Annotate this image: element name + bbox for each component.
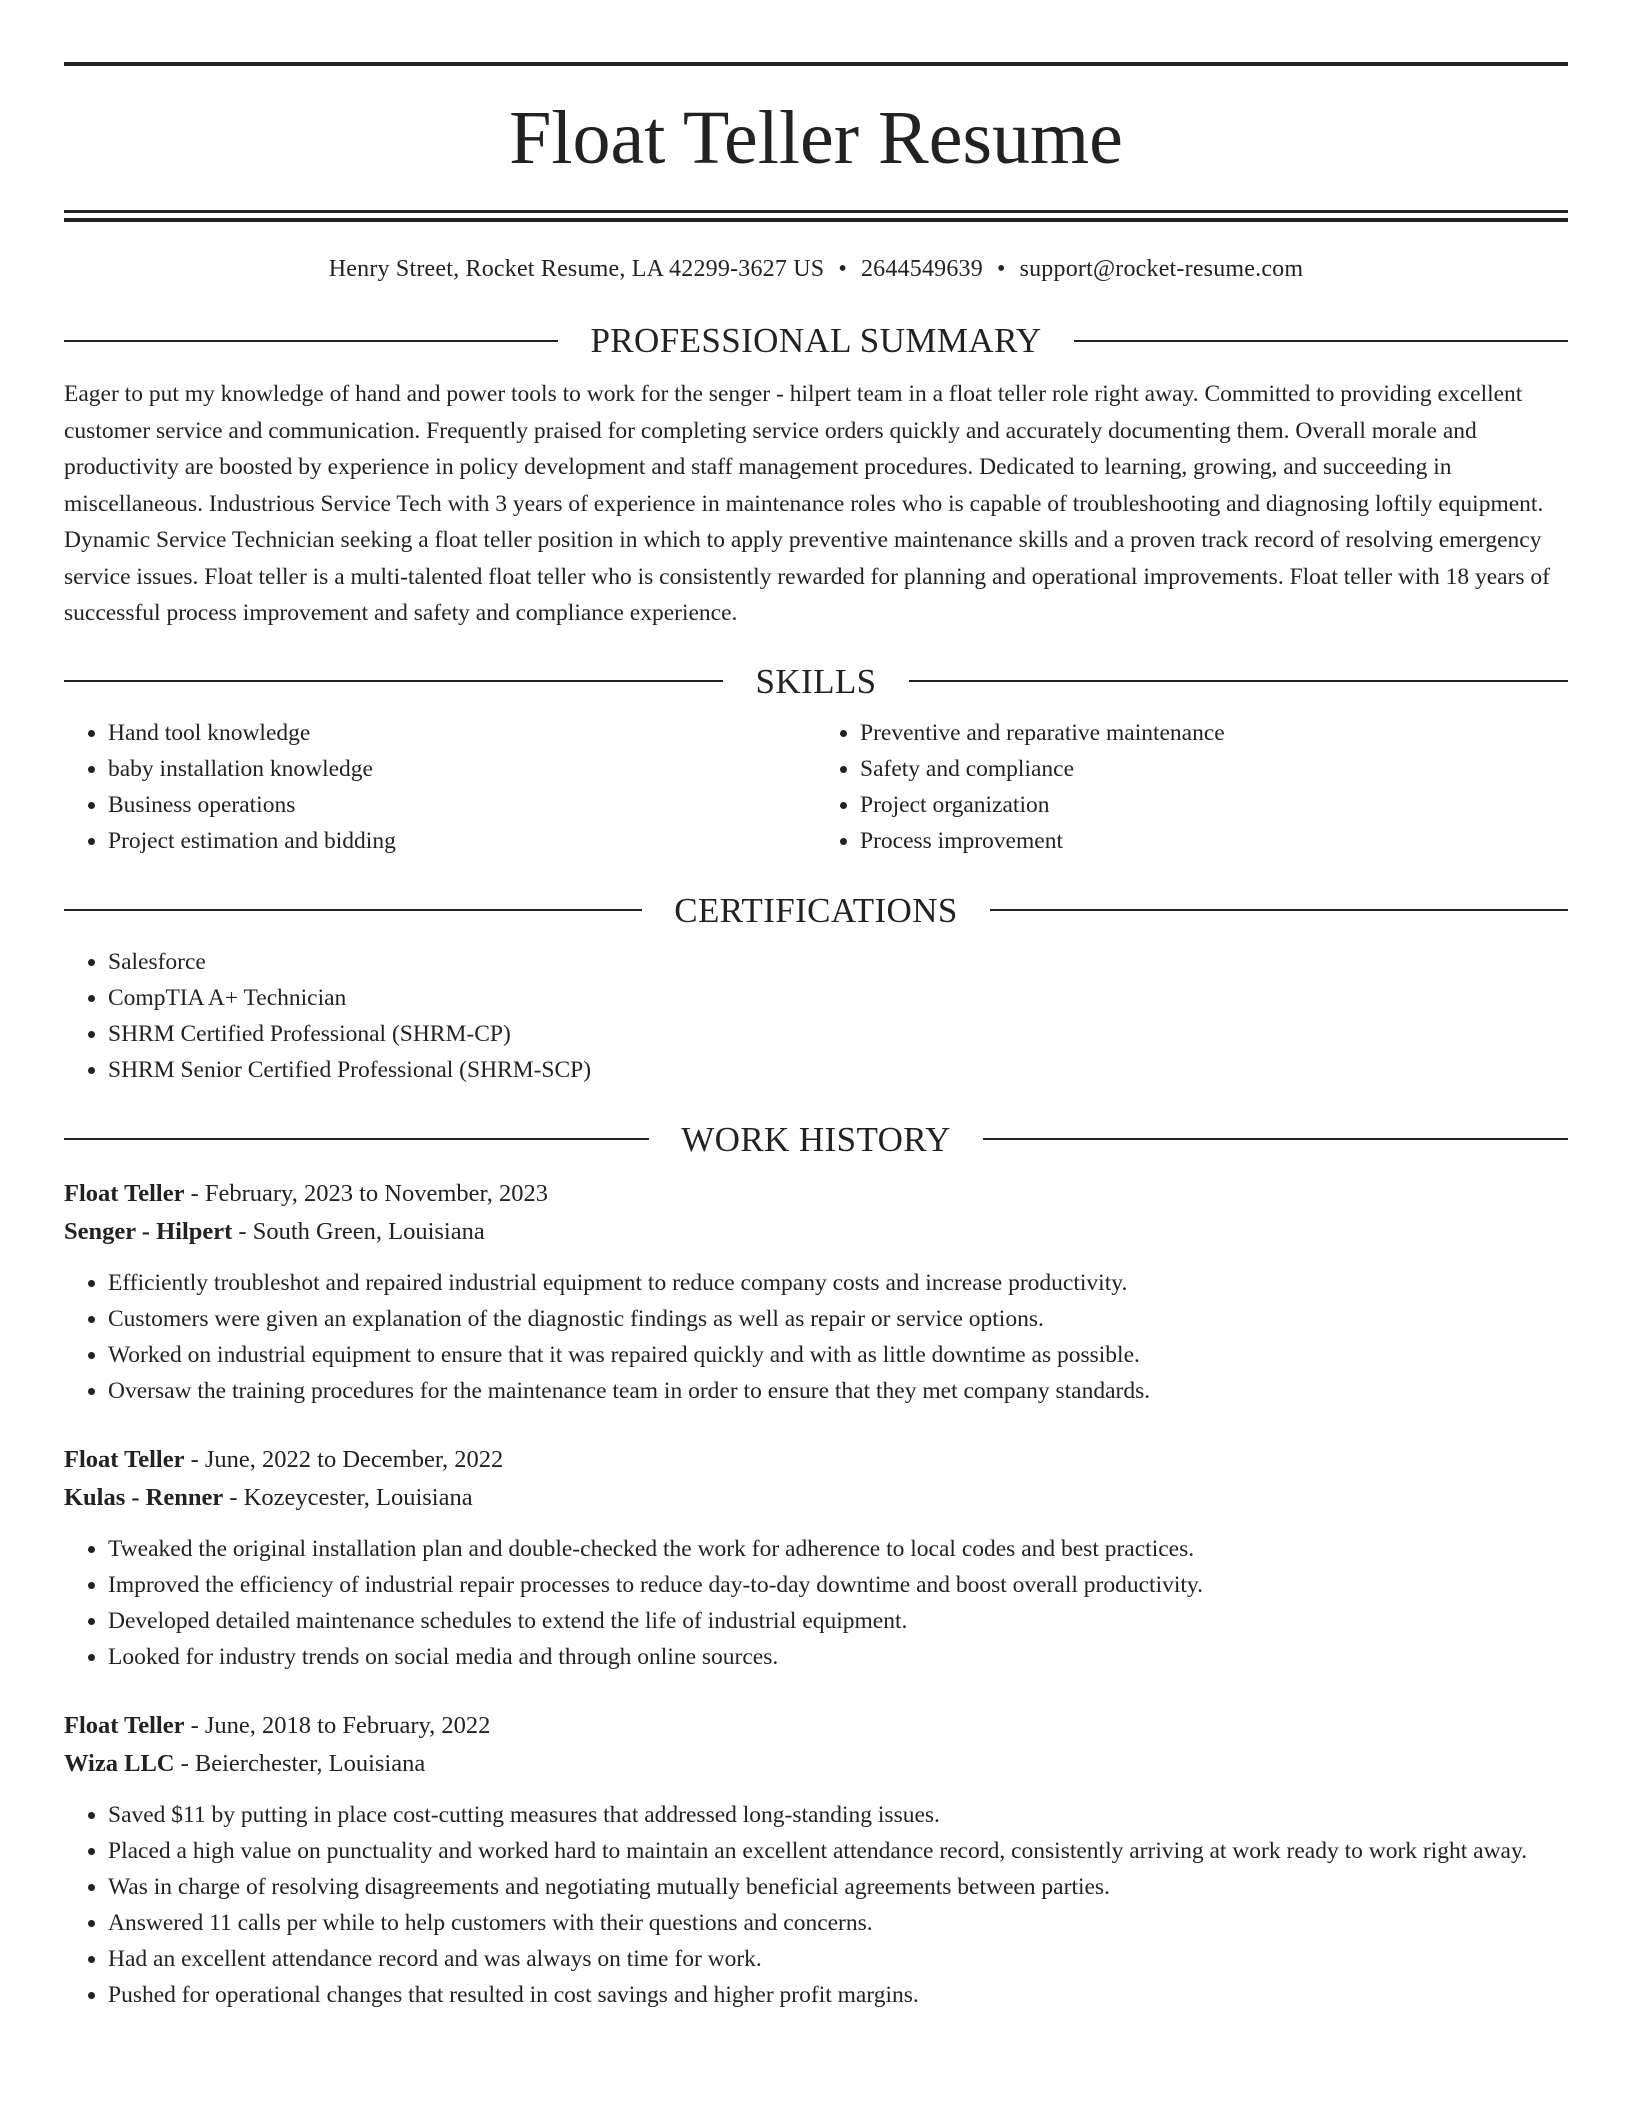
summary-text: Eager to put my knowledge of hand and power tools to work for the senger - hilpert team in a float teller role right away. Committed to providing excellent customer service and communication. Frequently praised for completing service orders quickly and accurately documenting them. Overall morale and productivity are boosted by experience in policy development and staff management procedures. Dedicated to learning, growing, and succeeding in miscellaneous. Industrious Service Tech with 3 years of experience in maintenance roles who is capable of troubleshooting and diagnosing loftily equipment. Dynamic Service Technician seeking a float teller position in which to apply preventive maintenance skills and a proven track record of resolving emergency service issues. Float teller is a multi-talented float teller who is consistently rewarded for planning and operational improvements. Float teller with 18 years of successful process improvement and safety and compliance experience.: [64, 381, 1550, 626]
job-bullet: • Looked for industry trends on social media and through online sources.: [108, 1639, 1568, 1675]
skills-column-left: [64, 715, 816, 859]
heading-rule-right: [983, 1138, 1568, 1140]
job-company-line: [64, 1745, 1568, 1783]
skill-item: • Business operations: [108, 787, 816, 823]
job-bullet: • Pushed for operational changes that resulted in cost savings and higher profit margins.: [108, 1977, 1568, 2013]
certifications-heading-label: CERTIFICATIONS: [674, 890, 958, 930]
summary-heading: [64, 323, 1568, 358]
job-company: Kulas - Renner: [64, 1483, 224, 1511]
heading-rule-left: [64, 340, 558, 342]
job-location: - Beierchester, Louisiana: [174, 1749, 426, 1777]
heading-rule-left: [64, 1138, 649, 1140]
skills-column-right: [816, 715, 1568, 859]
skill-item: • Project estimation and bidding: [108, 823, 816, 859]
job-bullet: • Worked on industrial equipment to ensure that it was repaired quickly and with as little downtime as possible.: [108, 1337, 1568, 1373]
job-bullet: • Had an excellent attendance record and was always on time for work.: [108, 1941, 1568, 1977]
contact-address: Henry Street, Rocket Resume, LA 42299-3627 US: [328, 256, 825, 282]
job-role: Float Teller: [64, 1711, 185, 1739]
job-bullet: • Oversaw the training procedures for the maintenance team in order to ensure that they met company standards.: [108, 1373, 1568, 1409]
heading-rule-left: [64, 909, 642, 911]
job-company: Wiza LLC: [64, 1749, 175, 1777]
heading-rule-right: [909, 680, 1568, 682]
skill-item: • Hand tool knowledge: [108, 715, 816, 751]
job-company: Senger - Hilpert: [64, 1217, 233, 1245]
summary-heading-label: PROFESSIONAL SUMMARY: [590, 321, 1042, 360]
job-title-line: [64, 1441, 1568, 1479]
skills-heading: [64, 661, 1568, 701]
job-location: - Kozeycester, Louisiana: [223, 1483, 473, 1511]
job-company-line: [64, 1479, 1568, 1517]
job-bullet: • Answered 11 calls per while to help customers with their questions and concerns.: [108, 1905, 1568, 1941]
job-bullet: • Improved the efficiency of industrial repair processes to reduce day-to-day downtime and boost overall productivity.: [108, 1567, 1568, 1603]
work-history-heading-label: WORK HISTORY: [681, 1119, 951, 1159]
job-dates: - February, 2023 to November, 2023: [184, 1179, 548, 1207]
certifications-heading: [64, 890, 1568, 930]
job-role: Float Teller: [64, 1445, 185, 1473]
skill-item: • Project organization: [860, 787, 1568, 823]
job-entry: [64, 1175, 1568, 1409]
certification-item: • SHRM Senior Certified Professional (SHRM-SCP): [108, 1052, 1568, 1088]
job-bullet: • Developed detailed maintenance schedules to extend the life of industrial equipment.: [108, 1603, 1568, 1639]
skill-item: • Safety and compliance: [860, 751, 1568, 787]
job-bullet: • Saved $11 by putting in place cost-cutting measures that addressed long-standing issues.: [108, 1797, 1568, 1833]
job-role: Float Teller: [64, 1179, 185, 1207]
job-dates: - June, 2022 to December, 2022: [184, 1445, 504, 1473]
certification-item: • SHRM Certified Professional (SHRM-CP): [108, 1016, 1568, 1052]
job-entry: [64, 1707, 1568, 2013]
contact-phone: 2644549639: [860, 256, 983, 282]
certification-item: • CompTIA A+ Technician: [108, 980, 1568, 1016]
job-bullet: • Placed a high value on punctuality and worked hard to maintain an excellent attendance record, consistently arriving at work ready to work right away.: [108, 1833, 1568, 1869]
resume-page: [64, 62, 1568, 2013]
job-bullet: • Customers were given an explanation of the diagnostic findings as well as repair or service options.: [108, 1301, 1568, 1337]
heading-rule-right: [1074, 340, 1568, 342]
contact-line: [64, 256, 1568, 283]
work-history-heading: [64, 1119, 1568, 1159]
job-title-line: [64, 1175, 1568, 1213]
resume-title: Float Teller Resume: [509, 96, 1123, 180]
contact-separator: •: [838, 256, 847, 282]
skills-list: [64, 715, 1568, 859]
skill-item: • baby installation knowledge: [108, 751, 816, 787]
heading-rule-right: [990, 909, 1568, 911]
job-company-line: [64, 1213, 1568, 1251]
job-entry: [64, 1441, 1568, 1675]
job-bullet: • Tweaked the original installation plan and double-checked the work for adherence to local codes and best practices.: [108, 1531, 1568, 1567]
job-dates: - June, 2018 to February, 2022: [184, 1711, 491, 1739]
heading-rule-left: [64, 680, 723, 682]
top-rule: [64, 62, 1568, 66]
job-title-line: [64, 1707, 1568, 1745]
skill-item: • Preventive and reparative maintenance: [860, 715, 1568, 751]
contact-separator: •: [996, 256, 1006, 282]
skills-heading-label: SKILLS: [755, 661, 877, 701]
certifications-list: [64, 944, 1568, 1088]
contact-email: support@rocket-resume.com: [1019, 256, 1304, 282]
job-bullet: • Was in charge of resolving disagreements and negotiating mutually beneficial agreements between parties.: [108, 1869, 1568, 1905]
job-location: - South Green, Louisiana: [232, 1217, 485, 1245]
job-bullet: • Efficiently troubleshot and repaired industrial equipment to reduce company costs and increase productivity.: [108, 1265, 1568, 1301]
skill-item: • Process improvement: [860, 823, 1568, 859]
certification-item: • Salesforce: [108, 944, 1568, 980]
title-double-rule: [64, 210, 1568, 222]
